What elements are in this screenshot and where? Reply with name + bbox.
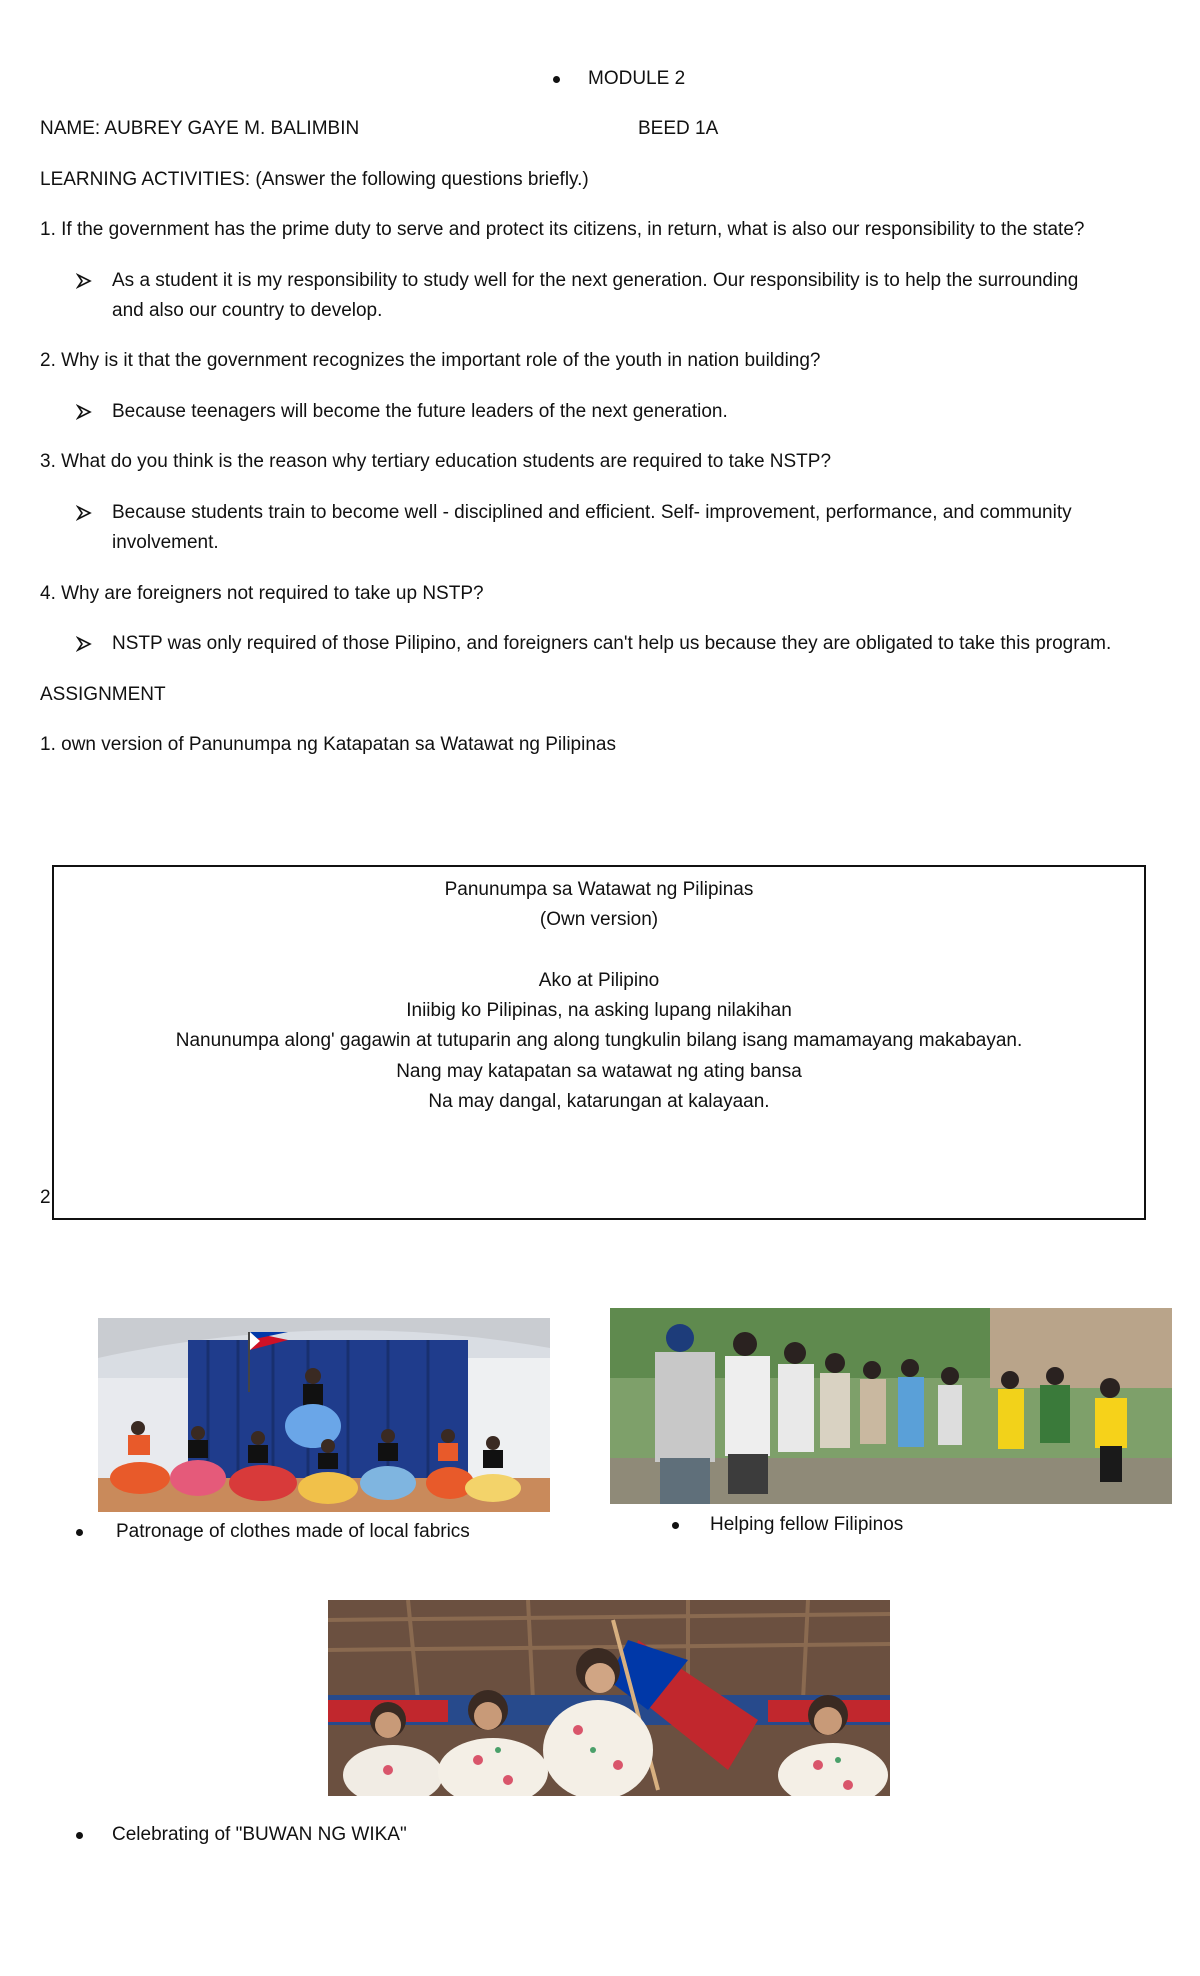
- pledge-line: Nanunumpa along' gagawin at tutuparin ang along tungkulin bilang isang mamamayang makabayan.: [175, 1030, 1023, 1051]
- pledge-line: Nang may katapatan sa watawat ng ating bansa: [396, 1061, 802, 1082]
- question-2: 2. Why is it that the government recognizes the important role of the youth in nation building?: [40, 350, 821, 371]
- caption-photo-1: Patronage of clothes made of local fabrics: [116, 1521, 470, 1542]
- module-title: MODULE 2: [588, 68, 686, 89]
- pledge-box: [52, 865, 1146, 1220]
- helping-filipinos-photo: [610, 1308, 1172, 1504]
- caption-bullet: [672, 1522, 679, 1529]
- answer-2-line-1: Because teenagers will become the future leaders of the next generation.: [112, 401, 728, 422]
- student-section: BEED 1A: [638, 118, 719, 139]
- assignment-heading: ASSIGNMENT: [40, 684, 166, 705]
- question-3: 3. What do you think is the reason why tertiary education students are required to take NSTP?: [40, 451, 832, 472]
- question-4: 4. Why are foreigners not required to take up NSTP?: [40, 583, 484, 604]
- answer-1-line-2: and also our country to develop.: [112, 300, 383, 321]
- pledge-title: Panunumpa sa Watawat ng Pilipinas: [444, 879, 754, 900]
- arrow-bullet-icon: [76, 273, 92, 289]
- caption-photo-2: Helping fellow Filipinos: [710, 1514, 904, 1535]
- caption-bullet: [76, 1529, 83, 1536]
- student-name: NAME: AUBREY GAYE M. BALIMBIN: [40, 118, 360, 139]
- arrow-bullet-icon: [76, 636, 92, 652]
- answer-4-line-1: NSTP was only required of those Pilipino, and foreigners can't help us because they are obligated to take this program.: [112, 633, 1112, 654]
- instructions: LEARNING ACTIVITIES: (Answer the following questions briefly.): [40, 169, 589, 190]
- buwan-ng-wika-photo: [328, 1600, 890, 1796]
- module-bullet: [553, 76, 560, 83]
- arrow-bullet-icon: [76, 505, 92, 521]
- answer-3-line-1: Because students train to become well - disciplined and efficient. Self- improvement, performance, and community: [112, 502, 1072, 523]
- question-1: 1. If the government has the prime duty to serve and protect its citizens, in return, what is also our responsibility to the state?: [40, 219, 1085, 240]
- pledge-line: Iniibig ko Pilipinas, na asking lupang nilakihan: [406, 1000, 792, 1021]
- arrow-bullet-icon: [76, 404, 92, 420]
- caption-bullet: [76, 1832, 83, 1839]
- pledge-line: Ako at Pilipino: [538, 970, 660, 991]
- dancers-stage-photo: [98, 1318, 550, 1512]
- assignment-item-2-number: 2: [40, 1187, 51, 1208]
- assignment-item-1: 1. own version of Panunumpa ng Katapatan sa Watawat ng Pilipinas: [40, 734, 616, 755]
- pledge-line: Na may dangal, katarungan at kalayaan.: [428, 1091, 770, 1112]
- answer-3-line-2: involvement.: [112, 532, 219, 553]
- answer-1-line-1: As a student it is my responsibility to study well for the next generation. Our responsibility is to help the surrounding: [112, 270, 1079, 291]
- caption-photo-3: Celebrating of "BUWAN NG WIKA": [112, 1824, 407, 1845]
- pledge-subtitle: (Own version): [539, 909, 659, 930]
